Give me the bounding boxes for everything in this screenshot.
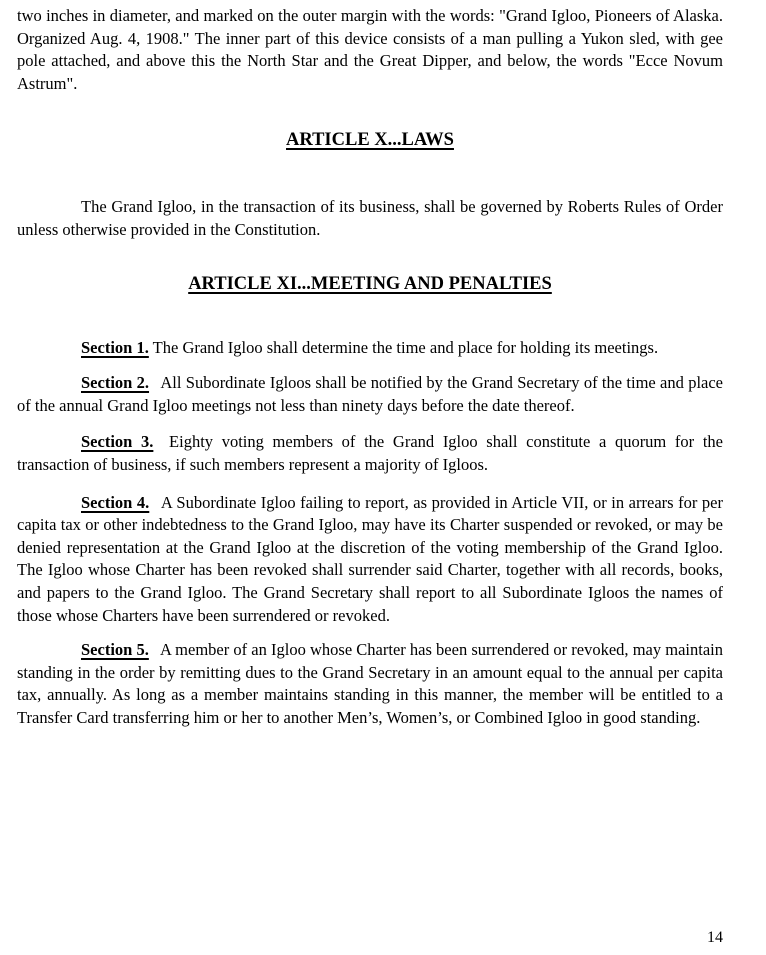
section-3-label: Section 3. [81,432,154,452]
section-3-paragraph [17,431,723,476]
section-2-label: Section 2. [81,373,150,393]
section-4-paragraph [17,492,723,628]
paragraph-seal-description: two inches in diameter, and marked on the outer margin with the words: "Grand Igloo, Pioneers of Alaska. Organized Aug. 4, 1908." The inner part of this device consists of a man pulling a Yukon sled, with gee pole attached, and above this the North Star and the Great Dipper, and below, the words "Ecce Novum Astrum". [17,6,723,93]
article-x-paragraph: The Grand Igloo, in the transaction of its business, shall be governed by Roberts Rules of Order unless otherwise provided in the Constitution. [17,197,723,239]
section-1-text: The Grand Igloo shall determine the time and place for holding its meetings. [152,337,659,357]
page-number: 14 [707,929,723,946]
section-2-paragraph [17,372,723,417]
section-5-text: A member of an Igloo whose Charter has been surrendered or revoked, may maintain standing in the order by remitting dues to the Grand Secretary in an amount equal to the annual per capita tax, annually. As long as a member maintains standing in this manner, the member will be entitled to a Transfer Card transferring him or her to another Men’s, Women’s, or Combined Igloo in good standing. [17,640,723,727]
section-5-label: Section 5. [81,640,149,660]
section-1-paragraph [17,337,723,360]
section-4-text: A Subordinate Igloo failing to report, as provided in Article VII, or in arrears for per capita tax or other indebtedness to the Grand Igloo, may have its Charter suspended or revoked, or may be denied representation at the Grand Igloo at the discretion of the voting membership of the Grand Igloo. The Igloo whose Charter has been revoked shall surrender said Charter, together with all records, books, and papers to the Grand Igloo. The Grand Secretary shall report to all Subordinate Igloos the names of those whose Charters have been surrendered or revoked. [17,492,724,625]
section-2-text: All Subordinate Igloos shall be notified by the Grand Secretary of the time and place of the annual Grand Igloo meetings not less than ninety days before the date thereof. [17,373,724,415]
section-4-label: Section 4. [81,492,150,512]
article-x-heading-text: ARTICLE X...LAWS [286,130,454,151]
article-x-heading [17,128,723,152]
article-xi-heading [17,272,723,296]
section-1-label: Section 1. [81,337,149,357]
section-3-text: Eighty voting members of the Grand Igloo shall constitute a quorum for the transaction of business, if such members represent a majority of Igloos. [17,432,723,474]
article-xi-heading-text: ARTICLE XI...MEETING AND PENALTIES [188,273,552,294]
section-5-paragraph [17,639,723,729]
